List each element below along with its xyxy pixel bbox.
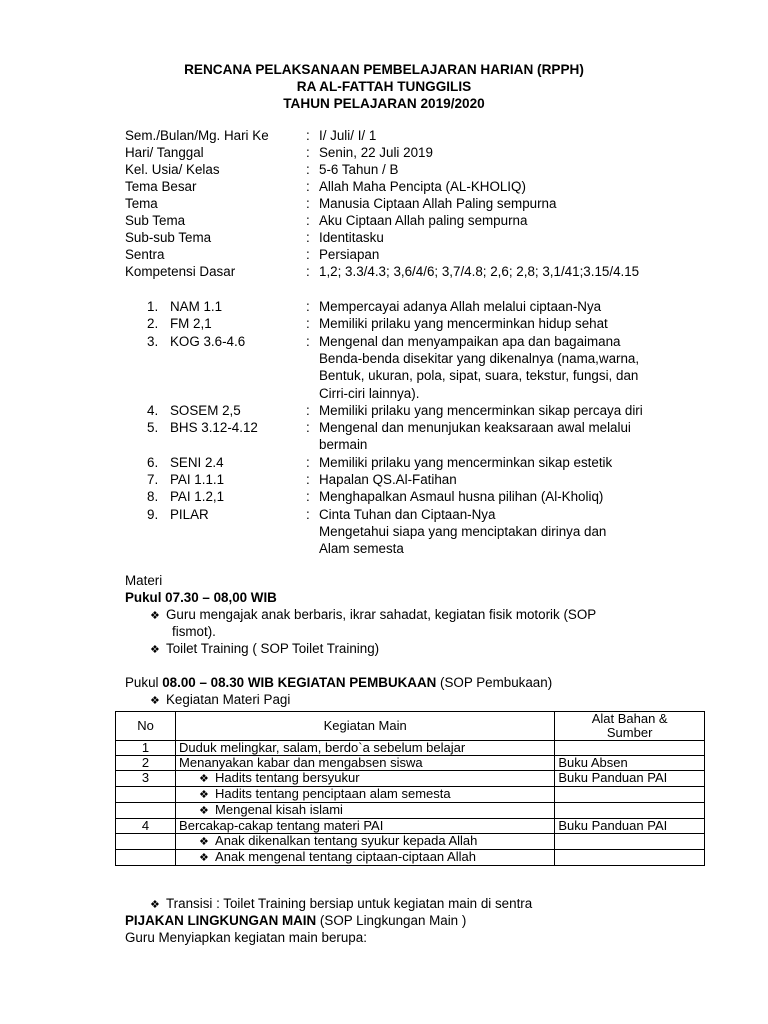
cell-alat-bahan	[555, 850, 705, 866]
info-value: Allah Maha Pencipta (AL-KHOLIQ)	[319, 179, 526, 194]
transisi-text: Transisi : Toilet Training bersiap untuk kegiatan main di sentra	[166, 896, 533, 911]
header-no: No	[116, 712, 176, 741]
kompetensi-description: Mengetahui siapa yang menciptakan dirinya dan	[319, 523, 607, 539]
kompetensi-code: SENI 2.4	[170, 454, 224, 470]
diamond-bullet-icon: ❖	[199, 852, 209, 864]
pukul-2-heading	[125, 675, 552, 690]
table-row	[116, 787, 705, 803]
cell-no	[116, 803, 176, 819]
materi-heading: Materi	[125, 573, 163, 588]
cell-kegiatan-text: Mengenal kisah islami	[215, 802, 343, 817]
info-value: Identitasku	[319, 230, 384, 245]
info-label: Sub-sub Tema	[125, 230, 212, 245]
colon-separator: :	[306, 179, 310, 194]
kompetensi-description: Mempercayai adanya Allah melalui ciptaan-Nya	[319, 299, 602, 314]
cell-alat-bahan: Buku Absen	[555, 756, 705, 771]
bullet-continuation: fismot).	[172, 624, 216, 639]
table-row	[116, 756, 705, 771]
cell-kegiatan	[176, 850, 555, 866]
kompetensi-number: 1.	[147, 299, 159, 314]
kompetensi-description: Hapalan QS.Al-Fatihan	[319, 472, 457, 487]
bullet-item	[150, 607, 596, 622]
info-label: Tema	[125, 196, 158, 211]
pukul-2-bold: 08.00 – 08.30 WIB KEGIATAN PEMBUKAAN	[162, 675, 437, 690]
cell-no	[116, 834, 176, 850]
kompetensi-description: Menghapalkan Asmaul husna pilihan (Al-Kholiq)	[319, 489, 604, 505]
pukul-2-prefix: Pukul	[125, 675, 163, 690]
colon-separator: :	[306, 230, 310, 245]
info-label: Kompetensi Dasar	[125, 264, 236, 279]
info-value: I/ Juli/ I/ 1	[319, 128, 377, 143]
info-label: Sub Tema	[125, 213, 186, 228]
kegiatan-table	[115, 711, 705, 866]
colon-separator: :	[306, 247, 310, 262]
kompetensi-description: Benda-benda disekitar yang dikenalnya (nama,warna,	[319, 350, 640, 366]
table-header-row	[116, 712, 705, 741]
info-value: 1,2; 3.3/4.3; 3,6/4/6; 3,7/4.8; 2,6; 2,8; 3,1/41;3.15/4.15	[319, 264, 640, 279]
pukul-2-suffix: (SOP Pembukaan)	[436, 675, 553, 690]
pukul-1-heading: Pukul 07.30 – 08,00 WIB	[125, 590, 277, 605]
kompetensi-description: bermain	[319, 437, 368, 453]
kompetensi-code: FM 2,1	[170, 316, 212, 332]
cell-kegiatan-text: Anak dikenalkan tentang syukur kepada Allah	[215, 833, 478, 848]
diamond-bullet-icon: ❖	[150, 695, 160, 707]
header-alat-text: Alat Bahan & Sumber	[591, 711, 668, 740]
header-kegiatan-main: Kegiatan Main	[176, 712, 555, 741]
kompetensi-description: Cirri-ciri lainnya).	[319, 385, 420, 401]
kompetensi-description: Memiliki prilaku yang mencerminkan sikap estetik	[319, 454, 613, 470]
table-row	[116, 834, 705, 850]
cell-alat-bahan	[555, 787, 705, 803]
kompetensi-code: KOG 3.6-4.6	[170, 333, 246, 349]
kompetensi-description: Bentuk, ukuran, pola, sipat, suara, tekstur, fungsi, dan	[319, 368, 639, 384]
diamond-bullet-icon: ❖	[150, 610, 160, 622]
cell-alat-bahan: Buku Panduan PAI	[555, 771, 705, 787]
kompetensi-description: Mengenal dan menunjukan keaksaraan awal melalui	[319, 420, 631, 436]
guru-text: Guru Menyiapkan kegiatan main berupa:	[125, 930, 367, 945]
bullet-text: Kegiatan Materi Pagi	[166, 692, 291, 707]
bullet-text: Guru mengajak anak berbaris, ikrar sahadat, kegiatan fisik motorik (SOP	[166, 607, 597, 622]
cell-no: 3	[116, 771, 176, 787]
cell-kegiatan-text: Hadits tentang penciptaan alam semesta	[215, 786, 451, 801]
colon-separator: :	[306, 489, 310, 505]
colon-separator: :	[306, 316, 310, 332]
colon-separator: :	[306, 196, 310, 211]
diamond-bullet-icon: ❖	[199, 836, 209, 848]
table-row	[116, 819, 705, 834]
info-value: Manusia Ciptaan Allah Paling sempurna	[319, 196, 557, 211]
cell-kegiatan	[176, 787, 555, 803]
cell-no	[116, 850, 176, 866]
cell-kegiatan: Duduk melingkar, salam, berdo`a sebelum belajar	[176, 741, 555, 756]
doc-title-line2: RA AL-FATTAH TUNGGILIS	[296, 79, 472, 94]
cell-alat-bahan	[555, 834, 705, 850]
info-value: Senin, 22 Juli 2019	[319, 145, 433, 160]
info-value: Aku Ciptaan Allah paling sempurna	[319, 213, 528, 228]
table-body	[116, 741, 705, 866]
diamond-bullet-icon: ❖	[150, 899, 160, 911]
kompetensi-description: Memiliki prilaku yang mencerminkan sikap percaya diri	[319, 402, 643, 418]
cell-no	[116, 787, 176, 803]
cell-kegiatan	[176, 834, 555, 850]
kompetensi-code: BHS 3.12-4.12	[170, 420, 258, 436]
bullet-item	[150, 692, 290, 707]
cell-alat-bahan	[555, 803, 705, 819]
info-value: Persiapan	[319, 247, 380, 262]
info-label: Sentra	[125, 247, 165, 262]
table-row	[116, 850, 705, 866]
cell-kegiatan	[176, 803, 555, 819]
kompetensi-code: PAI 1.2,1	[170, 489, 225, 505]
kompetensi-number: 8.	[147, 489, 159, 505]
kompetensi-code: NAM 1.1	[170, 299, 223, 314]
kompetensi-number: 3.	[147, 333, 159, 349]
cell-kegiatan: Bercakap-cakap tentang materi PAI	[176, 819, 555, 834]
colon-separator: :	[306, 472, 310, 487]
colon-separator: :	[306, 333, 310, 349]
cell-kegiatan: Menanyakan kabar dan mengabsen siswa	[176, 756, 555, 771]
table-row	[116, 803, 705, 819]
header-alat-bahan	[555, 712, 705, 741]
colon-separator: :	[306, 213, 310, 228]
cell-alat-bahan	[555, 741, 705, 756]
doc-title-line3: TAHUN PELAJARAN 2019/2020	[283, 96, 485, 111]
diamond-bullet-icon: ❖	[199, 789, 209, 801]
kompetensi-code: SOSEM 2,5	[170, 402, 241, 418]
cell-no: 1	[116, 741, 176, 756]
info-value: 5-6 Tahun / B	[319, 162, 399, 177]
kompetensi-description: Alam semesta	[319, 541, 404, 557]
kompetensi-number: 7.	[147, 472, 159, 487]
info-label: Tema Besar	[125, 179, 197, 194]
pijakan-heading	[125, 913, 466, 928]
cell-alat-bahan: Buku Panduan PAI	[555, 819, 705, 834]
kompetensi-description: Memiliki prilaku yang mencerminkan hidup sehat	[319, 316, 608, 332]
cell-no: 2	[116, 756, 176, 771]
kompetensi-number: 5.	[147, 420, 159, 436]
diamond-bullet-icon: ❖	[199, 805, 209, 817]
bullet-item	[150, 641, 379, 656]
info-label: Kel. Usia/ Kelas	[125, 162, 220, 177]
colon-separator: :	[306, 299, 310, 314]
kompetensi-description: Cinta Tuhan dan Ciptaan-Nya	[319, 506, 496, 522]
info-label: Hari/ Tanggal	[125, 145, 204, 160]
colon-separator: :	[306, 402, 310, 418]
kompetensi-number: 6.	[147, 454, 159, 470]
kompetensi-number: 2.	[147, 316, 159, 332]
colon-separator: :	[306, 162, 310, 177]
kompetensi-number: 9.	[147, 506, 159, 522]
kompetensi-number: 4.	[147, 402, 159, 418]
info-label: Sem./Bulan/Mg. Hari Ke	[125, 128, 269, 143]
cell-kegiatan-text: Hadits tentang bersyukur	[215, 770, 360, 785]
table-row	[116, 771, 705, 787]
doc-title-line1: RENCANA PELAKSANAAN PEMBELAJARAN HARIAN (RPPH)	[184, 62, 584, 77]
diamond-bullet-icon: ❖	[150, 644, 160, 656]
cell-no: 4	[116, 819, 176, 834]
colon-separator: :	[306, 145, 310, 160]
colon-separator: :	[306, 454, 310, 470]
kompetensi-code: PAI 1.1.1	[170, 472, 225, 487]
bullet-text: Toilet Training ( SOP Toilet Training)	[166, 641, 380, 656]
colon-separator: :	[306, 506, 310, 522]
kompetensi-description: Mengenal dan menyampaikan apa dan bagaimana	[319, 333, 621, 349]
colon-separator: :	[306, 264, 310, 279]
colon-separator: :	[306, 128, 310, 143]
kompetensi-code: PILAR	[170, 506, 209, 522]
cell-kegiatan	[176, 771, 555, 787]
cell-kegiatan-text: Anak mengenal tentang ciptaan-ciptaan Allah	[215, 849, 476, 864]
transisi-item	[150, 896, 532, 911]
table-row	[116, 741, 705, 756]
colon-separator: :	[306, 420, 310, 436]
pijakan-suffix: (SOP Lingkungan Main )	[316, 913, 467, 928]
diamond-bullet-icon: ❖	[199, 773, 209, 785]
pijakan-bold: PIJAKAN LINGKUNGAN MAIN	[125, 913, 317, 928]
